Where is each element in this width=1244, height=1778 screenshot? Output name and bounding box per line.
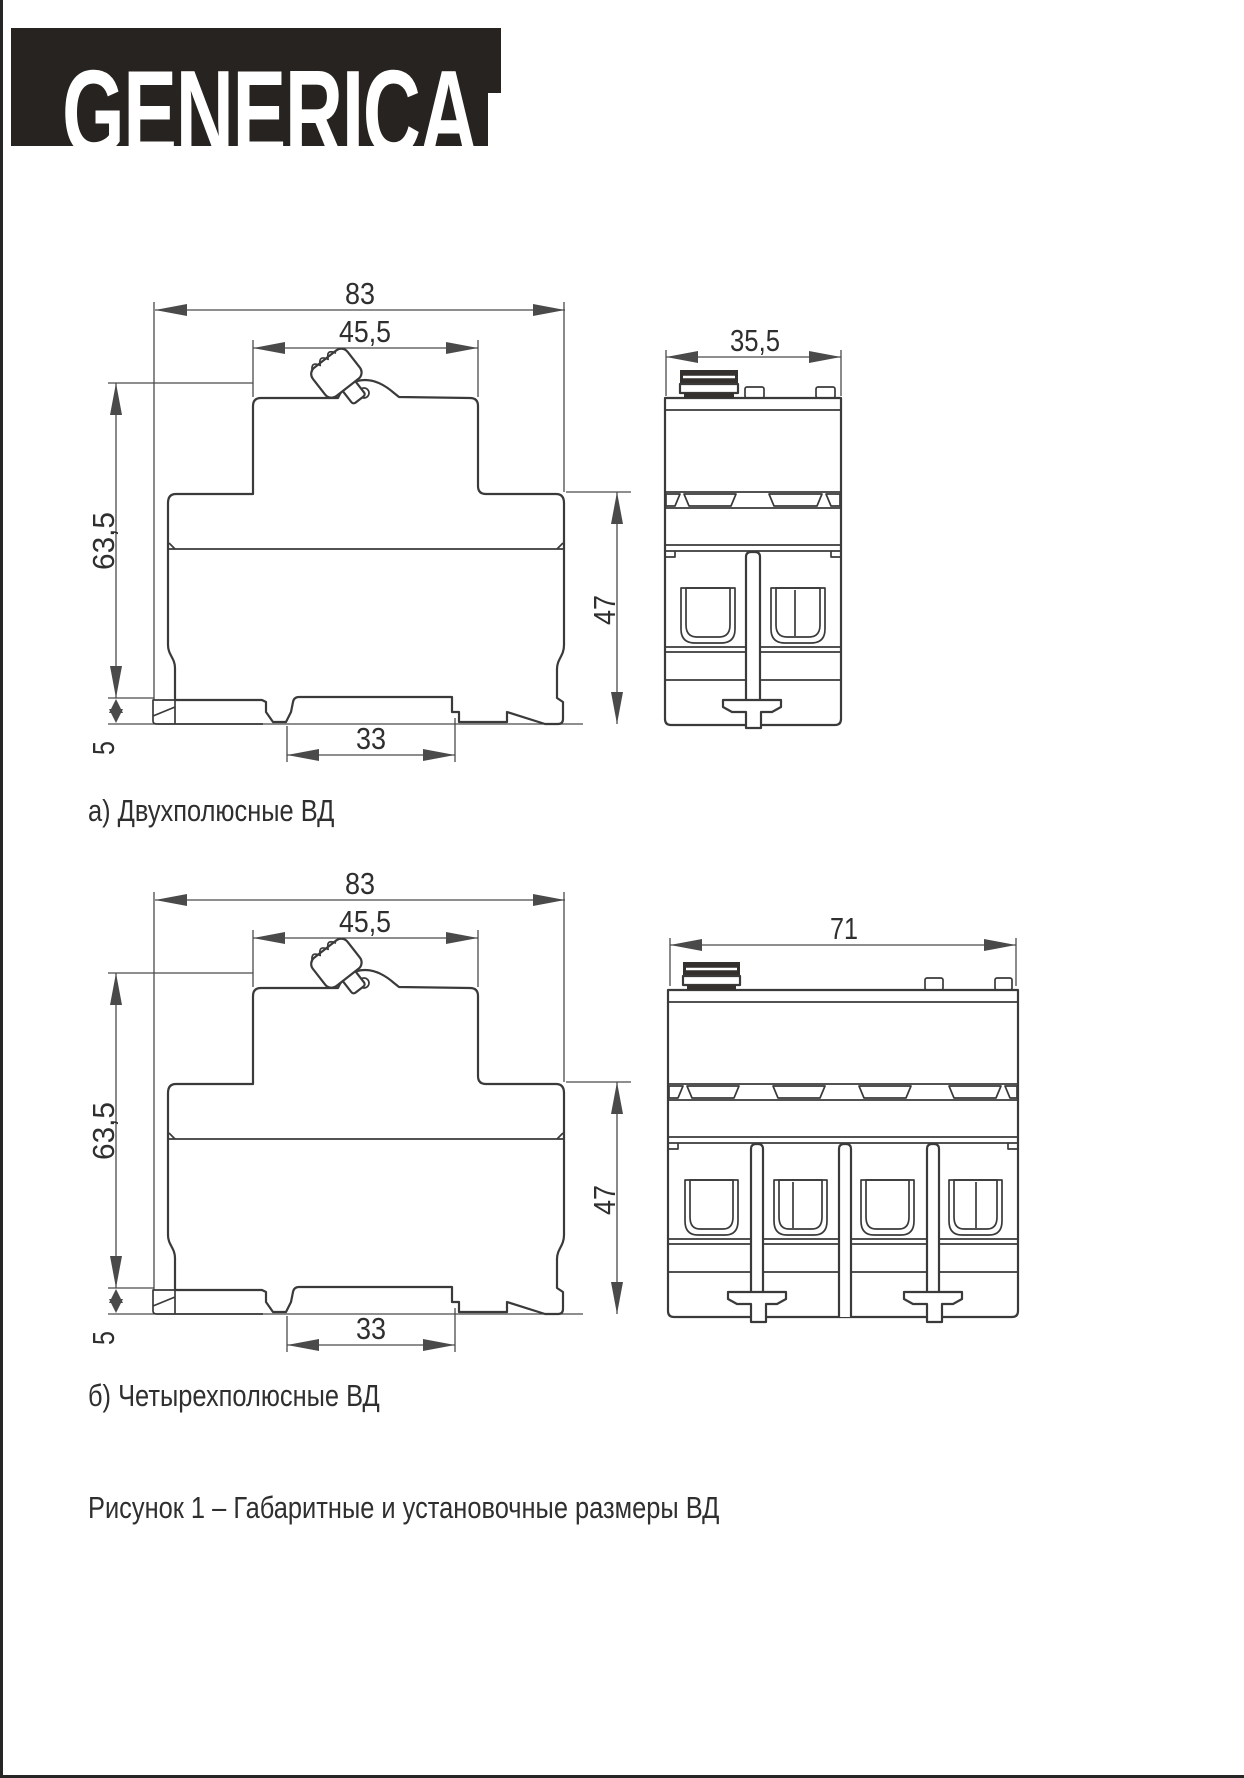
- dim-83: 83: [345, 276, 375, 311]
- front-2p-button-right: [816, 387, 835, 398]
- front-2p-toggle: [680, 370, 738, 398]
- dim-45-5: 45,5: [339, 314, 391, 349]
- front-4p-divider-bar-1: [751, 1144, 763, 1292]
- front-view-four-pole: [668, 911, 1018, 1322]
- toggle-lever: [306, 343, 375, 414]
- caption-two-pole: а) Двухполюсные ВД: [88, 793, 335, 828]
- front-4p-button-left: [925, 978, 943, 990]
- side-view-four-pole: [86, 866, 631, 1352]
- front-4p-button-right: [995, 978, 1012, 990]
- dim-35-5: 35,5: [730, 323, 780, 358]
- dim-5: 5: [86, 737, 121, 755]
- front-4p-toggle: [683, 962, 740, 990]
- side-view-body: [153, 343, 564, 724]
- front-2p-divider-bar: [746, 552, 760, 700]
- figure-caption: Рисунок 1 – Габаритные и установочные размеры ВД: [88, 1490, 720, 1525]
- front-2p-button-left: [745, 387, 764, 398]
- dim-33: 33: [356, 721, 386, 756]
- brand-logo: GENERICA: [62, 45, 477, 181]
- din-clip: [153, 700, 263, 724]
- caption-four-pole: б) Четырехполюсные ВД: [88, 1378, 380, 1413]
- dim-47: 47: [587, 590, 622, 625]
- front-4p-divider-bar-2: [839, 1144, 851, 1317]
- dim-71: 71: [830, 911, 858, 946]
- dim-63-5: 63,5: [86, 509, 121, 570]
- front-view-two-pole: [665, 323, 841, 728]
- side-view-dimensions: [108, 302, 631, 762]
- side-view-two-pole: [86, 276, 631, 762]
- front-4p-divider-bar-3: [927, 1144, 939, 1292]
